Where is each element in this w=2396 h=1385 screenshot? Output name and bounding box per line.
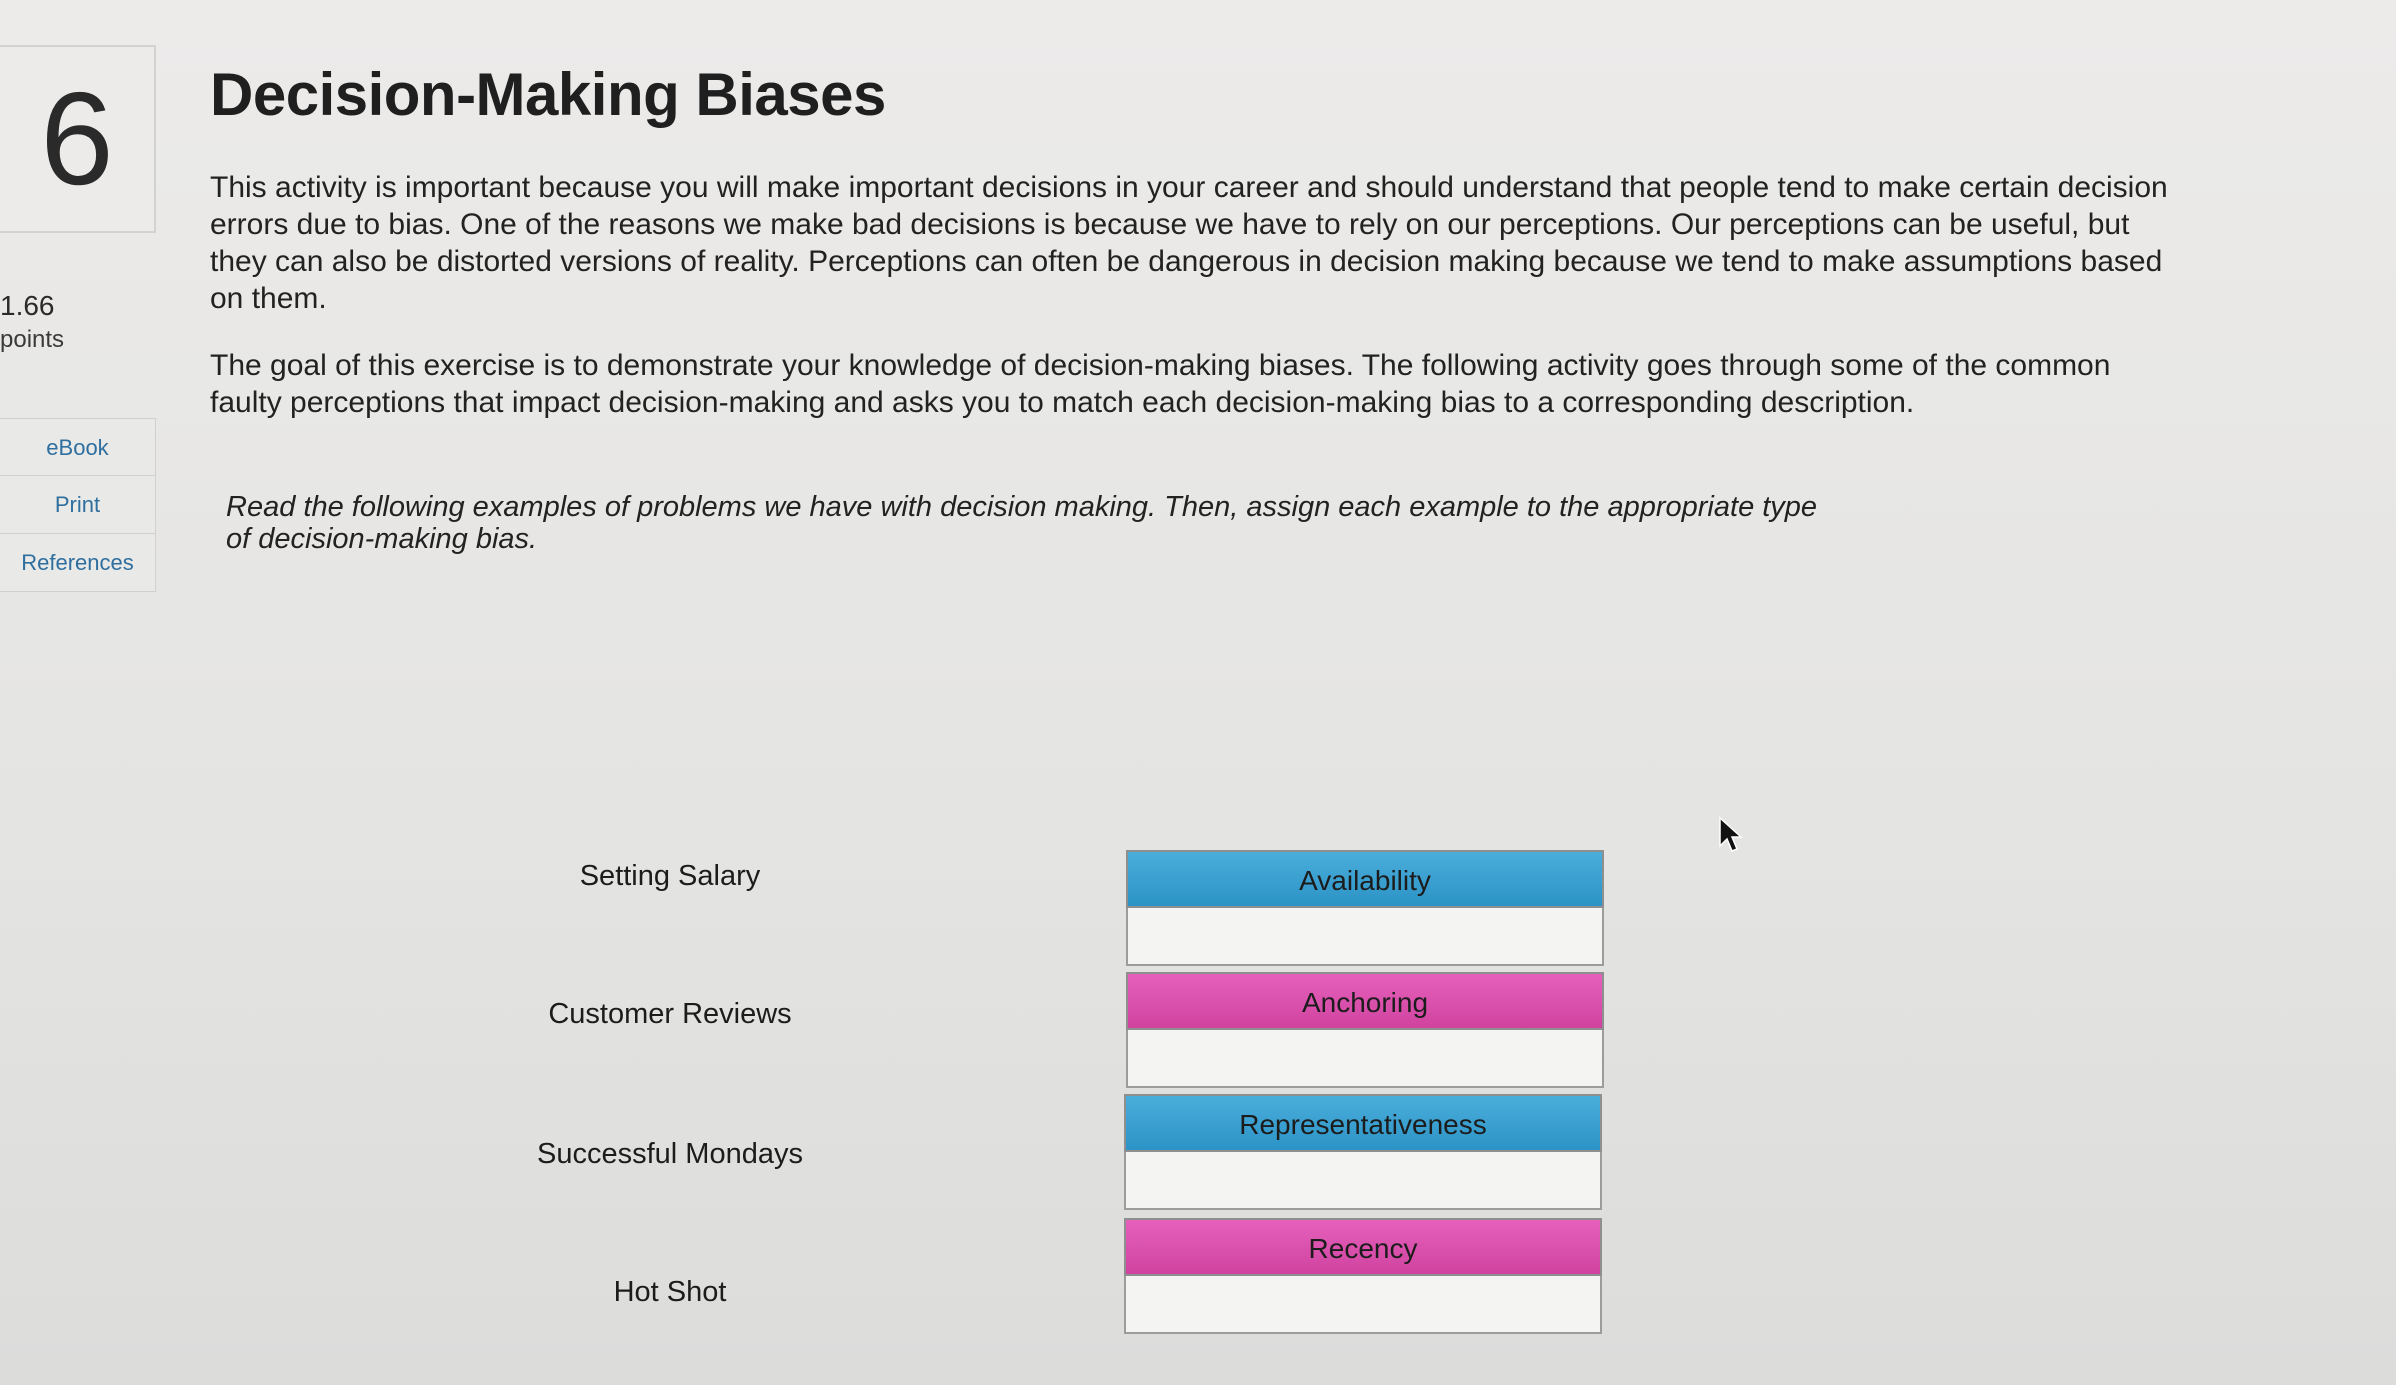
bias-anchoring[interactable]: Anchoring (1126, 972, 1604, 1030)
ebook-link[interactable]: eBook (0, 418, 156, 476)
instructions: Read the following examples of problems we have with decision making. Then, assign each example to the appropriate type of decision-making bias. (226, 491, 1818, 555)
term-customer-reviews[interactable]: Customer Reviews (548, 998, 792, 1030)
term-setting-salary[interactable]: Setting Salary (579, 860, 761, 892)
bias-group-anchoring (1126, 972, 1604, 1088)
goal-paragraph: The goal of this exercise is to demonstrate your knowledge of decision-making biases. The following activity goes through some of the common faulty perceptions that impact decision-making and asks you to match each decision-making bias to a corresponding description. (210, 349, 2111, 419)
question-number: 6 (40, 65, 114, 212)
points-display (0, 290, 100, 354)
drop-zone-anchoring[interactable] (1126, 1030, 1604, 1088)
drop-zone-availability[interactable] (1126, 908, 1604, 966)
question-number-box (0, 45, 156, 233)
print-link[interactable]: Print (0, 476, 156, 534)
bias-group-recency (1124, 1218, 1602, 1334)
term-successful-mondays[interactable]: Successful Mondays (537, 1138, 803, 1170)
mouse-cursor-icon (1718, 816, 1744, 854)
side-tools (0, 418, 156, 592)
bias-availability[interactable]: Availability (1126, 850, 1604, 908)
bias-group-availability (1126, 850, 1604, 966)
points-value: 1.66 (0, 290, 55, 321)
bias-group-representativeness (1124, 1094, 1602, 1210)
drop-zone-recency[interactable] (1124, 1276, 1602, 1334)
points-label: points (0, 326, 65, 353)
intro-paragraph: This activity is important because you will make important decisions in your career and should understand that people tend to make certain decision errors due to bias. One of the reasons we make bad decisions is because we have to rely on our perceptions. Our perceptions can be useful, but they can also be distorted versions of reality. Perceptions can often be dangerous in decision making because we tend to make assumptions based on them. (210, 171, 2168, 315)
question-content (210, 60, 2190, 555)
references-link[interactable]: References (0, 534, 156, 592)
bias-recency[interactable]: Recency (1124, 1218, 1602, 1276)
drop-zone-representativeness[interactable] (1124, 1152, 1602, 1210)
bias-representativeness[interactable]: Representativeness (1124, 1094, 1602, 1152)
page-title: Decision-Making Biases (210, 61, 886, 128)
term-hot-shot[interactable]: Hot Shot (613, 1276, 727, 1308)
matching-area (0, 848, 2396, 1358)
